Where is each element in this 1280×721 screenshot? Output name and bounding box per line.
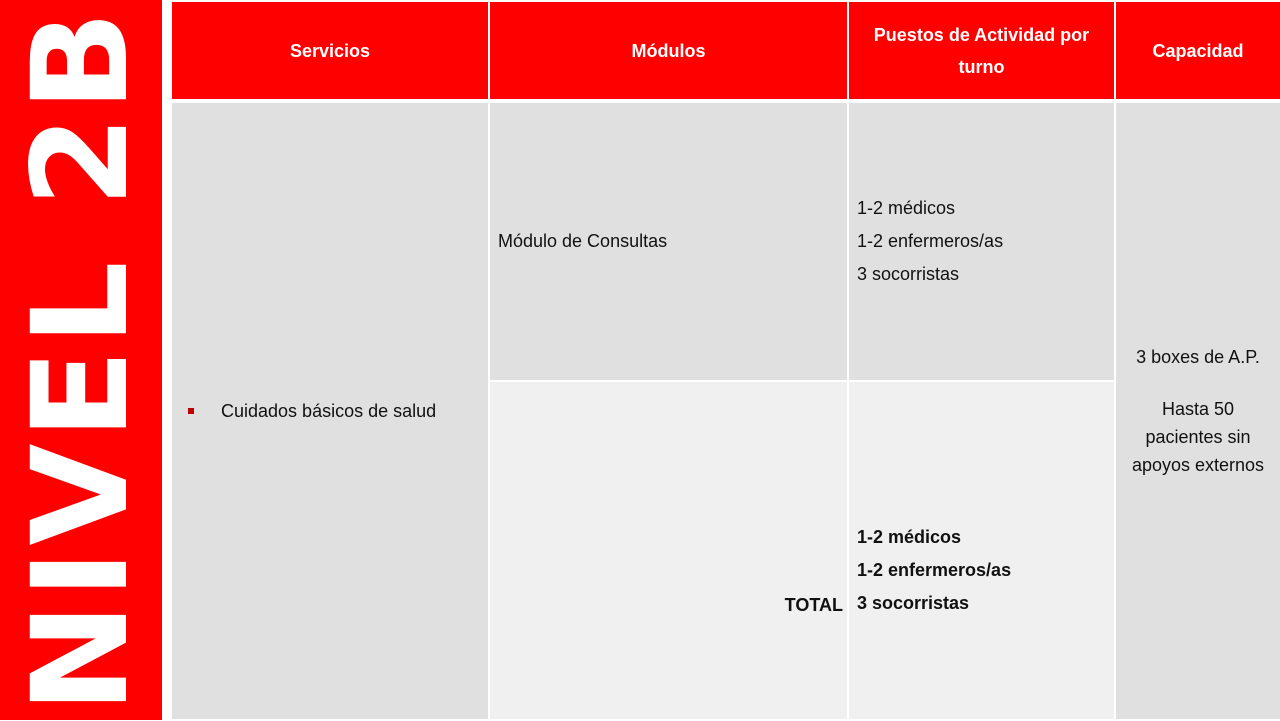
header-modulos: Módulos — [489, 1, 848, 101]
total-rescuers: 3 socorristas — [857, 593, 970, 613]
header-capacidad: Capacidad — [1115, 1, 1280, 101]
staff-rescuers: 3 socorristas — [857, 264, 960, 284]
service-cell — [171, 101, 489, 720]
bullet-square-icon — [188, 408, 194, 414]
header-puestos: Puestos de Actividad por turno — [848, 1, 1115, 101]
staff-nurses: 1-2 enfermeros/as — [857, 231, 1004, 251]
services-table-container — [170, 0, 1280, 720]
total-nurses: 1-2 enfermeros/as — [857, 560, 1012, 580]
total-label-cell — [489, 381, 848, 720]
capacity-boxes: 3 boxes de A.P. — [1136, 347, 1260, 367]
total-doctors: 1-2 médicos — [857, 527, 962, 547]
staff-doctors: 1-2 médicos — [857, 198, 956, 218]
total-staff-cell — [848, 381, 1115, 720]
service-list-item — [180, 401, 480, 422]
module-cell: Módulo de Consultas — [489, 101, 848, 381]
capacity-patients: Hasta 50 pacientes sin apoyos externos — [1131, 399, 1265, 475]
service-label: Cuidados básicos de salud — [221, 400, 437, 421]
table-row — [171, 101, 1280, 381]
staff-cell — [848, 101, 1115, 381]
header-servicios: Servicios — [171, 1, 489, 101]
services-table — [170, 0, 1280, 721]
total-label: TOTAL — [784, 595, 843, 615]
header-row — [171, 1, 1280, 101]
side-band — [0, 0, 162, 720]
vertical-title: NIVEL 2B — [4, 6, 158, 714]
capacity-cell — [1115, 101, 1280, 720]
